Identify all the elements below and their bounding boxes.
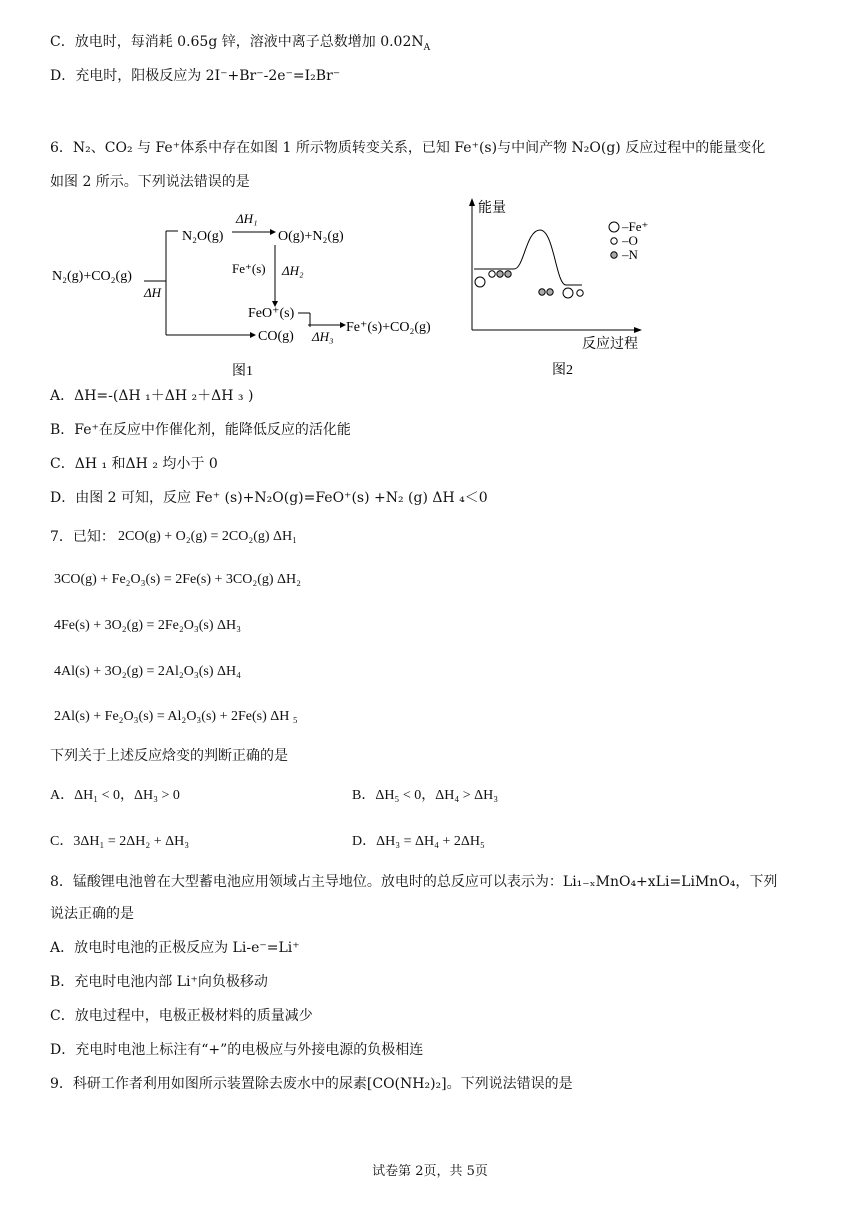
fig1-n2o: N₂O(g)	[182, 229, 224, 244]
option-6c: C．ΔH ₁ 和ΔH ₂ 均小于 0	[50, 456, 218, 472]
option-7d: D．ΔH₃ = ΔH₄ + 2ΔH₅	[352, 834, 485, 849]
option-6b: B．Fe⁺在反应中作催化剂，能降低反应的活化能	[50, 422, 351, 438]
fig1-dh1: ΔH₁	[236, 211, 258, 226]
option-8c: C．放电过程中，电极正极材料的质量减少	[50, 1008, 313, 1024]
fig1-dh: ΔH	[144, 285, 162, 300]
equation-2: 3CO(g) + Fe₂O₃(s) = 2Fe(s) + 3CO₂(g) ΔH₂	[54, 572, 302, 587]
equation-4: 4Al(s) + 3O₂(g) = 2Al₂O₃(s) ΔH₄	[54, 664, 242, 679]
figure-1-reaction-diagram	[48, 205, 448, 385]
fig2-legend-fe: –Fe⁺	[622, 219, 649, 234]
fig2-xlabel: 反应过程	[582, 337, 638, 352]
option-6d: D．由图 2 可知，反应 Fe⁺ (s)+N₂O(g)=FeO⁺(s) +N₂ (g) ΔH ₄＜0	[50, 490, 488, 506]
option-8a: A．放电时电池的正极反应为 Li-e⁻=Li⁺	[50, 940, 300, 956]
question-8-stem-line2: 说法正确的是	[50, 906, 134, 922]
fig1-dh2: ΔH₂	[282, 263, 304, 278]
fig1-dh3: ΔH₃	[312, 329, 334, 344]
equation-3: 4Fe(s) + 3O₂(g) = 2Fe₂O₃(s) ΔH₃	[54, 618, 242, 633]
fig2-reactant-fe	[475, 277, 485, 287]
question-7-label: 7．已知：	[50, 529, 115, 545]
question-6-stem-line2: 如图 2 所示。下列说法错误的是	[50, 174, 250, 190]
option-7b: B．ΔH₅ < 0，ΔH₄ > ΔH₃	[352, 788, 499, 803]
fig1-feo: FeO⁺(s)	[248, 306, 295, 321]
option-8b: B．充电时电池内部 Li⁺向负极移动	[50, 974, 268, 990]
page-footer: 试卷第 2页，共 5页	[372, 1164, 488, 1179]
fig1-caption: 图1	[232, 364, 253, 379]
figure-2-energy-profile	[462, 196, 672, 386]
fig1-o-n2: O(g)+N₂(g)	[278, 229, 344, 244]
fig1-end: Fe⁺(s)+CO₂(g)	[346, 320, 431, 335]
fig2-caption: 图2	[552, 363, 573, 378]
fig1-start: N₂(g)+CO₂(g)	[52, 269, 132, 284]
fig2-legend-n: –N	[622, 247, 638, 262]
question-8-stem-line1: 8．锰酸锂电池曾在大型蓄电池应用领域占主导地位。放电时的总反应可以表示为：Li₁₋ₓMnO₄+xLi=LiMnO₄，下列	[50, 874, 778, 890]
fig2-ylabel: 能量	[478, 201, 506, 216]
fig1-fe-s: Fe⁺(s)	[232, 261, 266, 276]
option-6a: A．ΔH=-(ΔH ₁＋ΔH ₂＋ΔH ₃ )	[50, 388, 254, 404]
option-8d: D．充电时电池上标注有“+”的电极应与外接电源的负极相连	[50, 1042, 424, 1058]
fig2-legend-o: –O	[622, 233, 638, 248]
option-7c: C．3ΔH₁ = 2ΔH₂ + ΔH₃	[50, 834, 190, 849]
equation-5: 2Al(s) + Fe₂O₃(s) = Al₂O₃(s) + 2Fe(s) ΔH ₅	[54, 709, 298, 724]
option-5d: D．充电时，阳极反应为 2I⁻+Br⁻-2e⁻=I₂Br⁻	[50, 68, 341, 84]
question-7-stem: 下列关于上述反应焓变的判断正确的是	[50, 748, 288, 764]
question-6-stem-line1: 6．N₂、CO₂ 与 Fe⁺体系中存在如图 1 所示物质转变关系，已知 Fe⁺(s)与中间产物 N₂O(g) 反应过程中的能量变化	[50, 140, 766, 156]
fig1-co: CO(g)	[258, 329, 294, 344]
option-5c: C．放电时，每消耗 0.65g 锌，溶液中离子总数增加 $0.02N_A$	[50, 34, 431, 53]
option-7a: A．ΔH₁ < 0，ΔH₃ > 0	[50, 788, 180, 803]
equation-1: 2CO(g) + O₂(g) = 2CO₂(g) ΔH₁	[118, 529, 298, 544]
fig2-product-fe	[563, 288, 573, 298]
question-9-stem: 9．科研工作者利用如图所示装置除去废水中的尿素[CO(NH₂)₂]。下列说法错误的是	[50, 1076, 573, 1092]
